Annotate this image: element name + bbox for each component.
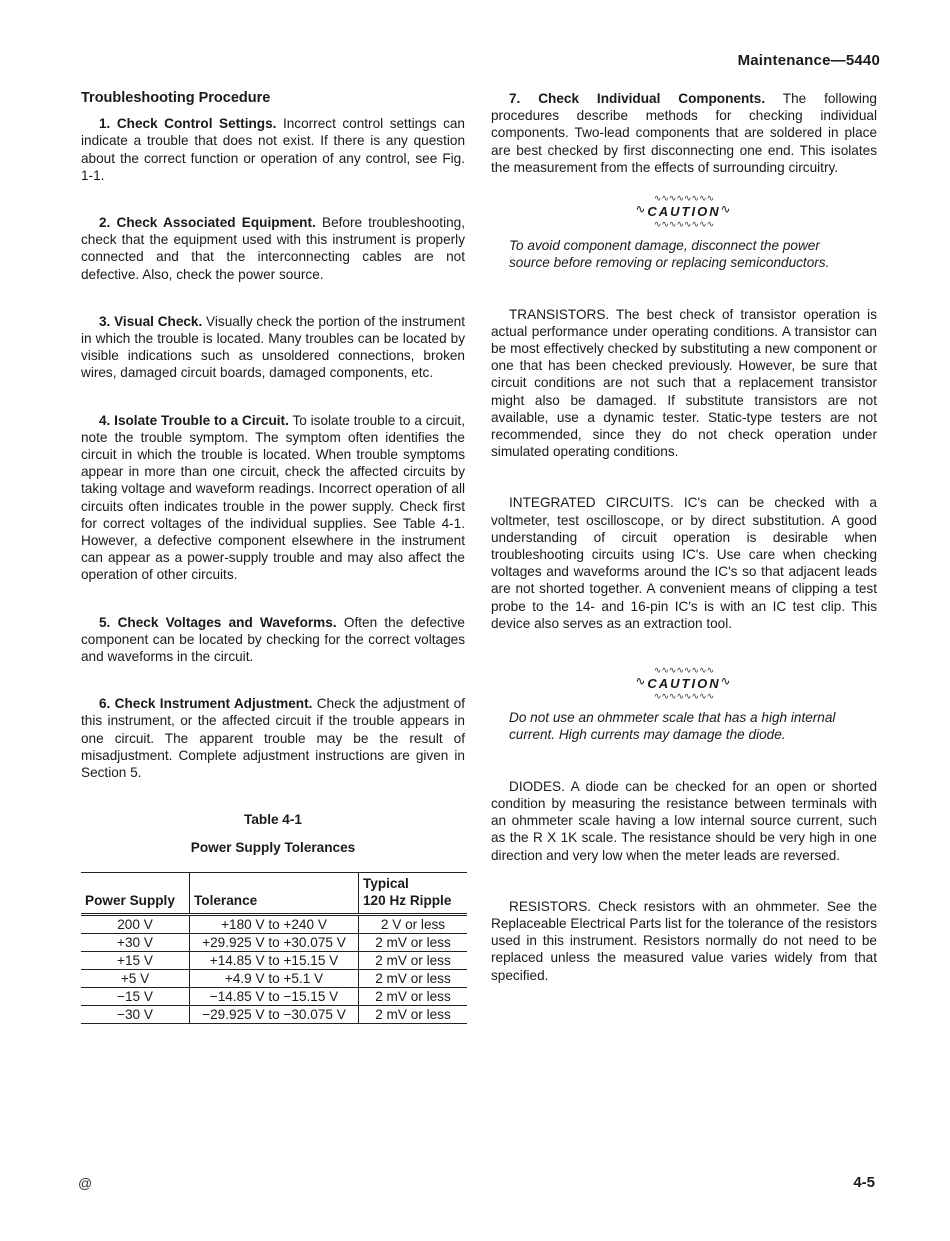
ics-paragraph: INTEGRATED CIRCUITS. IC's can be checked with a voltmeter, test oscilloscope, or by direct substitution. A good understanding of circuit operation is desirable when troubleshooting circuits using IC's. Use care when checking voltages and waveforms around the IC's so that adjacent leads are not shorted together. A convenient means of clipping a test probe to the 14- and 16-pin IC's is with an IC test clip. This device also serves as an extraction tool. xyxy=(491,495,877,631)
cell-supply: +15 V xyxy=(81,952,190,970)
cell-tolerance: −29.925 V to −30.075 V xyxy=(190,1006,359,1024)
header-ripple-line1: Typical xyxy=(363,875,409,891)
caution-word: CAUTION xyxy=(647,676,721,692)
step-text: Before troubleshooting, check that the equipment used with this instrument is properly connected and that the interconnecting cables are not defective. Also, check the power source. xyxy=(81,215,465,282)
caution-text-1: To avoid component damage, disconnect the power source before removing or replacing semiconductors. xyxy=(509,238,830,271)
table-row xyxy=(81,1006,467,1024)
cell-supply: 200 V xyxy=(81,915,190,934)
right-column xyxy=(491,90,877,984)
step-7 xyxy=(491,90,877,176)
step-6 xyxy=(81,695,465,781)
page-number: 4-5 xyxy=(853,1174,875,1191)
step-5 xyxy=(81,614,465,666)
cell-supply: −30 V xyxy=(81,1006,190,1024)
cell-ripple: 2 mV or less xyxy=(359,1006,468,1024)
table-subcaption: Power Supply Tolerances xyxy=(190,839,356,855)
power-supply-table xyxy=(81,872,467,1024)
header-power-supply: Power Supply xyxy=(81,872,190,914)
table-row xyxy=(81,952,467,970)
step-lead: 6. Check Instrument Adjustment. xyxy=(99,696,313,712)
cell-tolerance: +4.9 V to +5.1 V xyxy=(190,970,359,988)
cell-ripple: 2 mV or less xyxy=(359,970,468,988)
header-ripple xyxy=(359,872,468,914)
cell-tolerance: +14.85 V to +15.15 V xyxy=(190,952,359,970)
step-lead: 5. Check Voltages and Waveforms. xyxy=(99,614,337,630)
caution-block-2 xyxy=(491,662,877,705)
step-2 xyxy=(81,214,465,283)
caution-label-1 xyxy=(633,190,734,233)
running-header: Maintenance—5440 xyxy=(737,52,880,69)
caution-text-2: Do not use an ohmmeter scale that has a high internal current. High currents may damage the diode. xyxy=(509,710,836,743)
table-row xyxy=(81,934,467,952)
step-lead: 1. Check Control Settings. xyxy=(99,116,277,132)
wave-border-icon: ∿ xyxy=(635,202,648,217)
step-text: Check the adjustment of this instrument, or the affected circuit if the trouble appears in one circuit. The apparent trouble may be the result of misadjustment. Complete adjustment instructions are given in Section 5. xyxy=(81,696,465,781)
step-lead: 3. Visual Check. xyxy=(99,313,203,329)
cell-supply: −15 V xyxy=(81,988,190,1006)
wave-border-icon: ∿∿∿∿∿∿∿∿ xyxy=(653,665,715,676)
cell-supply: +5 V xyxy=(81,970,190,988)
diodes-paragraph: DIODES. A diode can be checked for an open or shorted condition by measuring the resistance between terminals with an ohmmeter scale having a low internal source current, such as the R X 1K scale. The resistance should be very high in one direction and very low when the meter leads are reversed. xyxy=(491,778,877,863)
cell-tolerance: +29.925 V to +30.075 V xyxy=(190,934,359,952)
table-row xyxy=(81,988,467,1006)
table-caption: Table 4-1 xyxy=(244,812,302,828)
step-lead: 7. Check Individual Components. xyxy=(509,91,766,106)
cell-ripple: 2 V or less xyxy=(359,915,468,934)
step-4 xyxy=(81,412,465,584)
cell-tolerance: +180 V to +240 V xyxy=(190,915,359,934)
wave-border-icon: ∿ xyxy=(720,202,733,217)
caution-word: CAUTION xyxy=(647,204,721,220)
step-text: To isolate trouble to a circuit, note the trouble symptom. The symptom often identifies the circuit in which the trouble is located. When trouble symptoms appear in more than one circuit, check the affected circuits by taking voltage and waveform readings. Incorrect operation of all circuits often indicates trouble in the power supply. Check first for correct voltages of the individual supplies. See Table 4-1. However, a defective component elsewhere in the instrument can appear as a power-supply trouble and may also affect the operation of other circuits. xyxy=(81,412,465,583)
table-row xyxy=(81,970,467,988)
table-header-row xyxy=(81,872,467,914)
step-text: Often the defective component can be located by checking for the correct voltages and waveforms in the circuit. xyxy=(81,614,465,665)
step-1 xyxy=(81,115,465,184)
cell-ripple: 2 mV or less xyxy=(359,988,468,1006)
step-text: Visually check the portion of the instrument in which the trouble is located. Many troubles can be located by visible indications such as unsoldered connections, broken wires, damaged circuit boards, damaged components, etc. xyxy=(81,313,465,381)
cell-ripple: 2 mV or less xyxy=(359,952,468,970)
step-lead: 2. Check Associated Equipment. xyxy=(99,215,316,231)
wave-border-icon: ∿ xyxy=(720,674,733,689)
cell-ripple: 2 mV or less xyxy=(359,934,468,952)
step-text: Incorrect control settings can indicate a trouble that does not exist. If there is any question about the correct function or operation of any control, see Fig. 1-1. xyxy=(81,116,465,183)
transistors-paragraph: TRANSISTORS. The best check of transistor operation is actual performance under operating conditions. A transistor can be most effectively checked by substituting a new component or one that has been checked previously. However, be sure that circuit conditions are not such that a replacement transistor might also be damaged. If substitute transistors are not available, use a dynamic tester. Static-type testers are not recommended, since they do not check operation under simulated operating conditions. xyxy=(491,306,877,460)
left-column xyxy=(81,90,465,1024)
header-tolerance: Tolerance xyxy=(190,872,359,914)
wave-border-icon: ∿∿∿∿∿∿∿∿ xyxy=(653,691,715,702)
cell-supply: +30 V xyxy=(81,934,190,952)
caution-label-2 xyxy=(633,662,734,705)
step-3 xyxy=(81,313,465,382)
step-text: The following procedures describe methods for checking individual components. Two-lead components that are soldered in place are best checked by first disconnecting one end. This isolates the measurement from the effects of surrounding circuitry. xyxy=(491,91,877,175)
cell-tolerance: −14.85 V to −15.15 V xyxy=(190,988,359,1006)
step-lead: 4. Isolate Trouble to a Circuit. xyxy=(99,412,289,428)
table-row xyxy=(81,915,467,934)
wave-border-icon: ∿∿∿∿∿∿∿∿ xyxy=(653,193,715,204)
wave-border-icon: ∿∿∿∿∿∿∿∿ xyxy=(653,219,715,230)
caution-block-1 xyxy=(491,190,877,233)
header-ripple-line2: 120 Hz Ripple xyxy=(363,892,452,908)
section-title: Troubleshooting Procedure xyxy=(81,90,271,106)
footer-mark: @ xyxy=(78,1175,93,1191)
wave-border-icon: ∿ xyxy=(635,674,648,689)
resistors-paragraph: RESISTORS. Check resistors with an ohmmeter. See the Replaceable Electrical Parts list for the tolerance of the resistors used in this instrument. Resistors normally do not need to be replaced unless the measured value varies widely from that specified. xyxy=(491,898,877,983)
